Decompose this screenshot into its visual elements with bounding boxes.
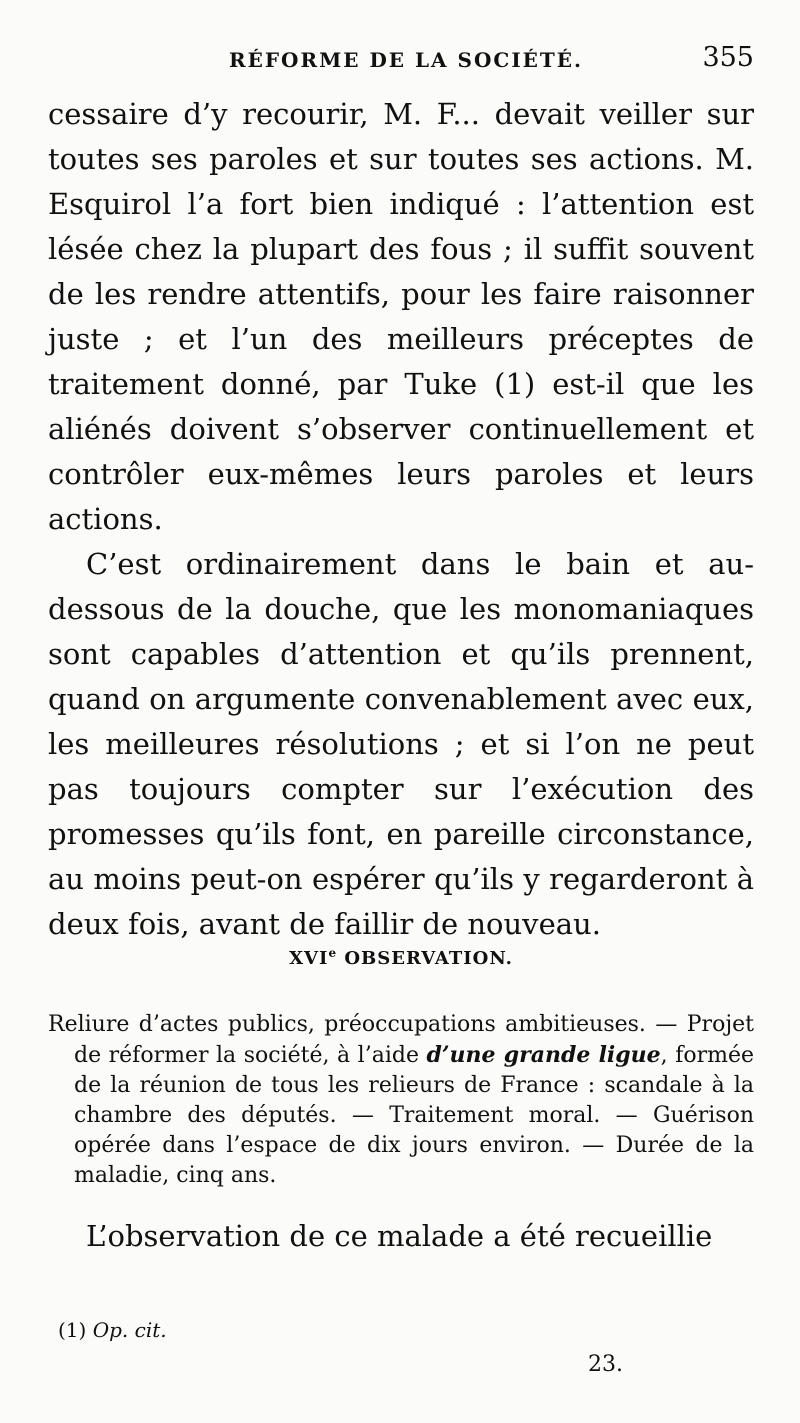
footnote-text: Op. cit. [92, 1318, 167, 1342]
observation-label: OBSERVATION. [344, 948, 513, 969]
summary-italic: d’une grande ligue [426, 1042, 661, 1068]
footnote-marker: (1) [58, 1318, 87, 1342]
paragraph-bath-douche: C’est ordinairement dans le bain et au-dessous de la douche, que les monomaniaques sont capables d’attention et qu’ils prennent, quand on argumente convenablement avec eux, les meilleures résolutions ; et si l’on ne peut pas toujours compter sur l’exécution des promesses qu’ils font, en pareille circonstance, au moins peut-on espérer qu’ils y regarderont à deux fois, avant de faillir de nouveau. [48, 547, 754, 941]
footnote [58, 1318, 167, 1342]
paragraph-continued: cessaire d’y recourir, M. F... devait veiller sur toutes ses paroles et sur toutes ses actions. M. Esquirol l’a fort bien indiqué : l’attention est lésée chez la plupart des fous ; il suffit souvent de les rendre attentifs, pour les faire raisonner juste ; et l’un des meilleurs préceptes de traitement donné, par Tuke (1) est-il que les aliénés doivent s’observer continuellement et contrôler eux-mêmes leurs paroles et leurs actions. [48, 97, 754, 536]
summary-text-before: Reliure d’actes publics, préoccupations ambitieuses. — Projet de réformer la société, à l’aide [48, 1012, 754, 1068]
observation-summary [48, 1010, 754, 1191]
summary-text-after: , formée de la réunion de tous les relieurs de France : scandale à la chambre des députés. — Traitement moral. — Guérison opérée dans l’espace de dix jours environ. — Durée de la maladie, cinq ans. [74, 1043, 754, 1188]
running-head [48, 42, 754, 82]
observation-superscript: e [328, 946, 338, 960]
running-title: RÉFORME DE LA SOCIÉTÉ. [228, 48, 584, 72]
main-text [48, 92, 754, 947]
page-number: 355 [702, 42, 754, 73]
closing-line: L’observation de ce malade a été recueillie [86, 1219, 713, 1253]
observation-number: XVI [289, 948, 329, 969]
observation-heading [48, 946, 754, 969]
signature-mark: 23. [588, 1352, 623, 1377]
